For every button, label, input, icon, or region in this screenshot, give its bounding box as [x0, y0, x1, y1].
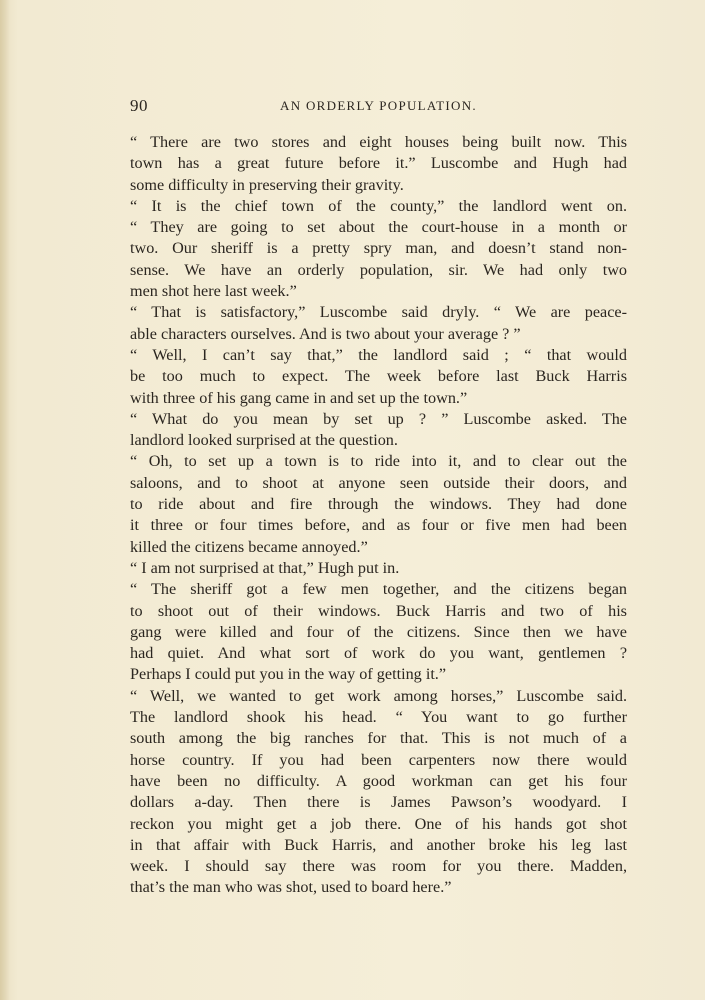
text-line: “ Oh, to set up a town is to ride into it, and to clear out the — [130, 452, 627, 471]
text-line: “ I am not surprised at that,” Hugh put in. — [130, 558, 400, 577]
text-line: have been no difficulty. A good workman can get his four — [130, 771, 627, 790]
body-text — [130, 132, 627, 899]
text-line: “ There are two stores and eight houses being built now. This — [130, 133, 627, 151]
text-line: in that affair with Buck Harris, and another broke his leg last — [130, 835, 627, 854]
text-line: “ Well, I can’t say that,” the landlord said ; “ that would — [130, 345, 627, 364]
text-line: “ The sheriff got a few men together, and the citizens began — [130, 580, 627, 599]
text-line: be too much to expect. The week before last Buck Harris — [130, 367, 627, 386]
text-line: to shoot out of their windows. Buck Harris and two of his — [130, 601, 627, 620]
text-line: able characters ourselves. And is two about your average ? ” — [130, 324, 521, 343]
text-line: “ Well, we wanted to get work among horses,” Luscombe said. — [130, 686, 627, 705]
running-head-title: AN ORDERLY POPULATION. — [280, 98, 477, 113]
text-line: sense. We have an orderly population, sir. We had only two — [130, 260, 627, 279]
text-line: that’s the man who was shot, used to board here.” — [130, 878, 452, 897]
text-line: “ That is satisfactory,” Luscombe said dryly. “ We are peace- — [130, 303, 627, 322]
text-line: saloons, and to shoot at anyone seen outside their doors, and — [130, 473, 627, 492]
text-line: it three or four times before, and as four or five men had been — [130, 516, 627, 535]
text-line: week. I should say there was room for you there. Madden, — [130, 857, 627, 876]
text-line: men shot here last week.” — [130, 282, 297, 301]
text-line: The landlord shook his head. “ You want to go further — [130, 708, 627, 727]
page-number: 90 — [130, 96, 148, 115]
text-line: Perhaps I could put you in the way of getting it.” — [130, 665, 447, 684]
text-line: horse country. If you had been carpenters now there would — [130, 750, 627, 769]
text-line: town has a great future before it.” Luscombe and Hugh had — [130, 154, 627, 173]
text-line: gang were killed and four of the citizens. Since then we have — [130, 622, 627, 641]
text-line: dollars a-day. Then there is James Pawson’s woodyard. I — [130, 793, 627, 812]
text-line: “ It is the chief town of the county,” the landlord went on. — [130, 196, 627, 215]
text-line: killed the citizens became annoyed.” — [130, 537, 368, 556]
running-head — [130, 96, 627, 118]
text-line: south among the big ranches for that. This is not much of a — [130, 729, 627, 748]
text-line: “ What do you mean by set up ? ” Luscombe asked. The — [130, 409, 627, 428]
text-line: two. Our sheriff is a pretty spry man, and doesn’t stand non- — [130, 239, 627, 258]
text-line: some difficulty in preserving their gravity. — [130, 175, 404, 194]
text-line: with three of his gang came in and set up the town.” — [130, 388, 468, 407]
text-line: landlord looked surprised at the question. — [130, 431, 398, 450]
text-line: had quiet. And what sort of work do you want, gentlemen ? — [130, 644, 627, 663]
text-line: “ They are going to set about the court-house in a month or — [130, 218, 627, 237]
text-line: reckon you might get a job there. One of his hands got shot — [130, 814, 627, 833]
page-gutter-shadow — [0, 0, 10, 1000]
text-line: to ride about and fire through the windows. They had done — [130, 495, 627, 514]
